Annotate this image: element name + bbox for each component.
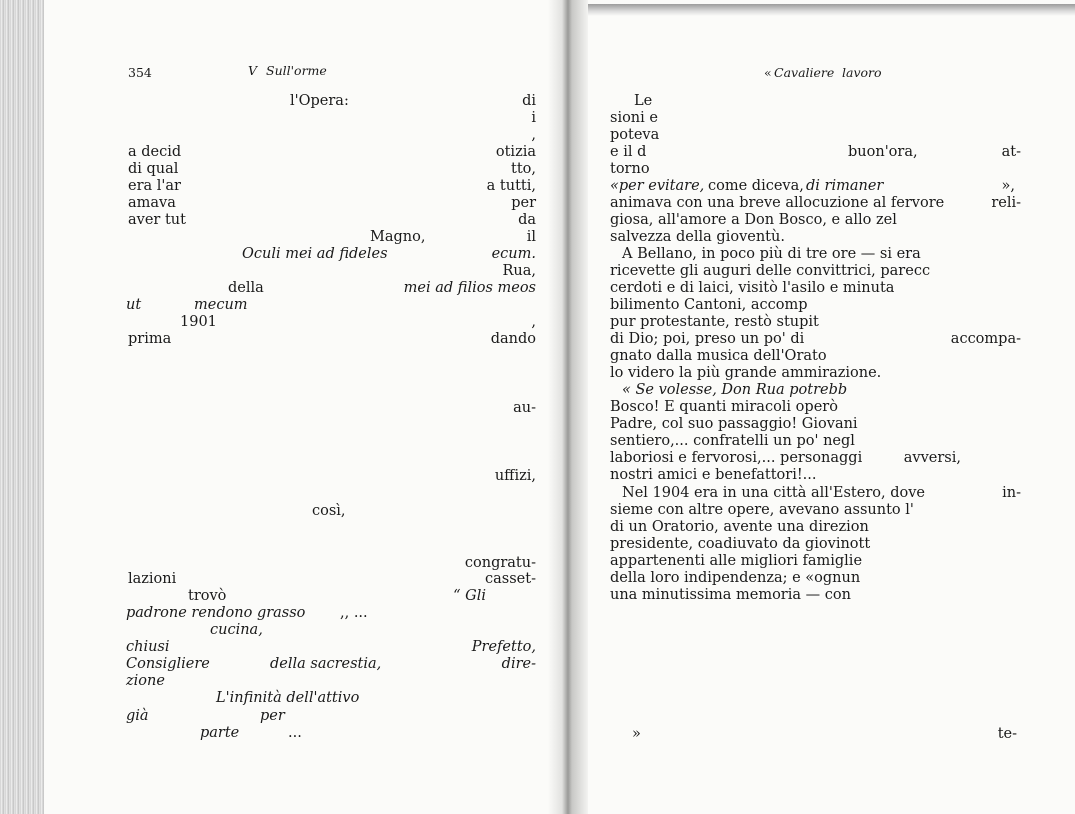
text-line: A Bellano, in poco più di tre ore — si era bbox=[622, 246, 921, 262]
quote-text: « Se volesse, Don Rua potrebb bbox=[622, 382, 848, 398]
quote-text: zione bbox=[126, 673, 165, 689]
text-line: appartenenti alle migliori famiglie bbox=[610, 553, 863, 569]
quote-text: padrone rendono grasso bbox=[126, 605, 306, 621]
text-line: », bbox=[1001, 178, 1015, 194]
text-line: presidente, coadiuvato da giovinott bbox=[610, 536, 871, 552]
book-gutter bbox=[548, 0, 588, 814]
text-line: prima bbox=[128, 331, 172, 347]
text-line: Le bbox=[634, 93, 653, 109]
running-head-title: Sull'orme bbox=[266, 63, 327, 78]
text-line: e il d bbox=[610, 144, 647, 160]
text-line: per bbox=[511, 195, 536, 211]
text-line: accompa- bbox=[950, 331, 1021, 347]
text-line: giosa, all'amore a Don Bosco, e allo zel bbox=[610, 212, 897, 228]
running-head-word: Cavaliere bbox=[774, 65, 835, 80]
text-line: ,, ... bbox=[340, 605, 368, 621]
text-line: laboriosi e fervorosi,... personaggi bbox=[610, 450, 863, 466]
text-line: a tutti, bbox=[486, 178, 536, 194]
quote-text: parte bbox=[200, 725, 240, 741]
text-line: dando bbox=[490, 331, 536, 347]
text-line: , bbox=[531, 314, 536, 330]
quote-text: chiusi bbox=[126, 639, 170, 655]
page-stack-edge bbox=[0, 0, 44, 814]
latin-quote: mei ad filios meos bbox=[403, 280, 536, 296]
latin-quote: mecum bbox=[194, 297, 248, 313]
quote-text: di rimaner bbox=[806, 178, 884, 194]
text-line: l'Opera: bbox=[290, 93, 349, 109]
text-line: come diceva, bbox=[708, 178, 804, 194]
running-head-letter: V bbox=[248, 63, 258, 78]
text-line: sioni e bbox=[610, 110, 658, 126]
text-line: da bbox=[518, 212, 536, 228]
text-line: animava con una breve allocuzione al fervore bbox=[610, 195, 945, 211]
text-line: nostri amici e benefattori!... bbox=[610, 467, 817, 483]
text-line: reli- bbox=[991, 195, 1021, 211]
text-line: sentiero,... confratelli un po' negl bbox=[610, 433, 855, 449]
text-line: amava bbox=[128, 195, 176, 211]
text-line: aver tut bbox=[128, 212, 186, 228]
text-line: Rua, bbox=[502, 263, 536, 279]
quote-text: «per evitare, bbox=[610, 178, 705, 194]
text-line: trovò bbox=[188, 588, 227, 604]
quote-text: della sacrestia, bbox=[270, 656, 382, 672]
text-line: casset- bbox=[485, 571, 536, 587]
text-line: pur protestante, restò stupit bbox=[610, 314, 819, 330]
text-line: buon'ora, bbox=[848, 144, 918, 160]
text-line: sieme con altre opere, avevano assunto l' bbox=[610, 502, 914, 518]
quote-text: per bbox=[260, 708, 285, 724]
text-line: salvezza della gioventù. bbox=[610, 229, 785, 245]
text-line: lazioni bbox=[128, 571, 177, 587]
text-line: a decid bbox=[128, 144, 182, 160]
text-line: uffizi, bbox=[494, 468, 536, 484]
quote-text: dire- bbox=[501, 656, 536, 672]
text-line: era l'ar bbox=[128, 178, 181, 194]
text-line: di bbox=[522, 93, 536, 109]
text-line: Nel 1904 era in una città all'Estero, dove bbox=[622, 485, 925, 501]
quote-text: Consigliere bbox=[126, 656, 210, 672]
text-line: ... bbox=[288, 725, 302, 741]
text-line: della bbox=[228, 280, 264, 296]
text-line: Magno, bbox=[370, 229, 426, 245]
text-line: una minutissima memoria — con bbox=[610, 587, 851, 603]
latin-quote: Oculi mei ad fideles bbox=[242, 246, 388, 262]
text-line: Bosco! E quanti miracoli operò bbox=[610, 399, 838, 415]
text-line: di un Oratorio, avente una direzion bbox=[610, 519, 869, 535]
text-line: tto, bbox=[511, 161, 536, 177]
text-line: au- bbox=[513, 400, 536, 416]
running-head-word: lavoro bbox=[842, 65, 882, 80]
text-line: i bbox=[531, 110, 536, 126]
latin-quote: ut bbox=[126, 297, 142, 313]
text-line: così, bbox=[312, 503, 346, 519]
text-line: , bbox=[531, 127, 536, 143]
text-line: at- bbox=[1001, 144, 1021, 160]
text-line: in- bbox=[1002, 485, 1021, 501]
text-line: cerdoti e di laici, visitò l'asilo e minuta bbox=[610, 280, 895, 296]
latin-quote: ecum. bbox=[491, 246, 536, 262]
left-page bbox=[44, 0, 544, 814]
quote-text: Prefetto, bbox=[471, 639, 536, 655]
quote-text: L'infinità dell'attivo bbox=[216, 690, 360, 706]
text-line: congratu- bbox=[464, 555, 536, 571]
text-line: te- bbox=[997, 726, 1017, 742]
text-line: ricevette gli auguri delle convittrici, parecc bbox=[610, 263, 931, 279]
right-page bbox=[590, 0, 1075, 814]
page-number: 354 bbox=[128, 65, 152, 80]
text-line: lo videro la più grande ammirazione. bbox=[610, 365, 882, 381]
text-line: » bbox=[632, 726, 641, 742]
text-line: poteva bbox=[610, 127, 660, 143]
text-line: gnato dalla musica dell'Orato bbox=[610, 348, 827, 364]
year: 1901 bbox=[180, 314, 217, 330]
text-line: Padre, col suo passaggio! Giovani bbox=[610, 416, 858, 432]
quote-text: cucina, bbox=[210, 622, 263, 638]
text-line: bilimento Cantoni, accomp bbox=[610, 297, 808, 313]
text-line: di Dio; poi, preso un po' di bbox=[610, 331, 805, 347]
text-line: della loro indipendenza; e «ognun bbox=[610, 570, 861, 586]
quote-text: “ Gli bbox=[453, 588, 486, 604]
text-line: il bbox=[526, 229, 536, 245]
text-line: otizia bbox=[495, 144, 536, 160]
text-line: torno bbox=[610, 161, 650, 177]
quote-text: già bbox=[126, 708, 149, 724]
text-line: avversi, bbox=[903, 450, 961, 466]
running-head-quote: « bbox=[764, 65, 772, 80]
text-line: di qual bbox=[128, 161, 179, 177]
